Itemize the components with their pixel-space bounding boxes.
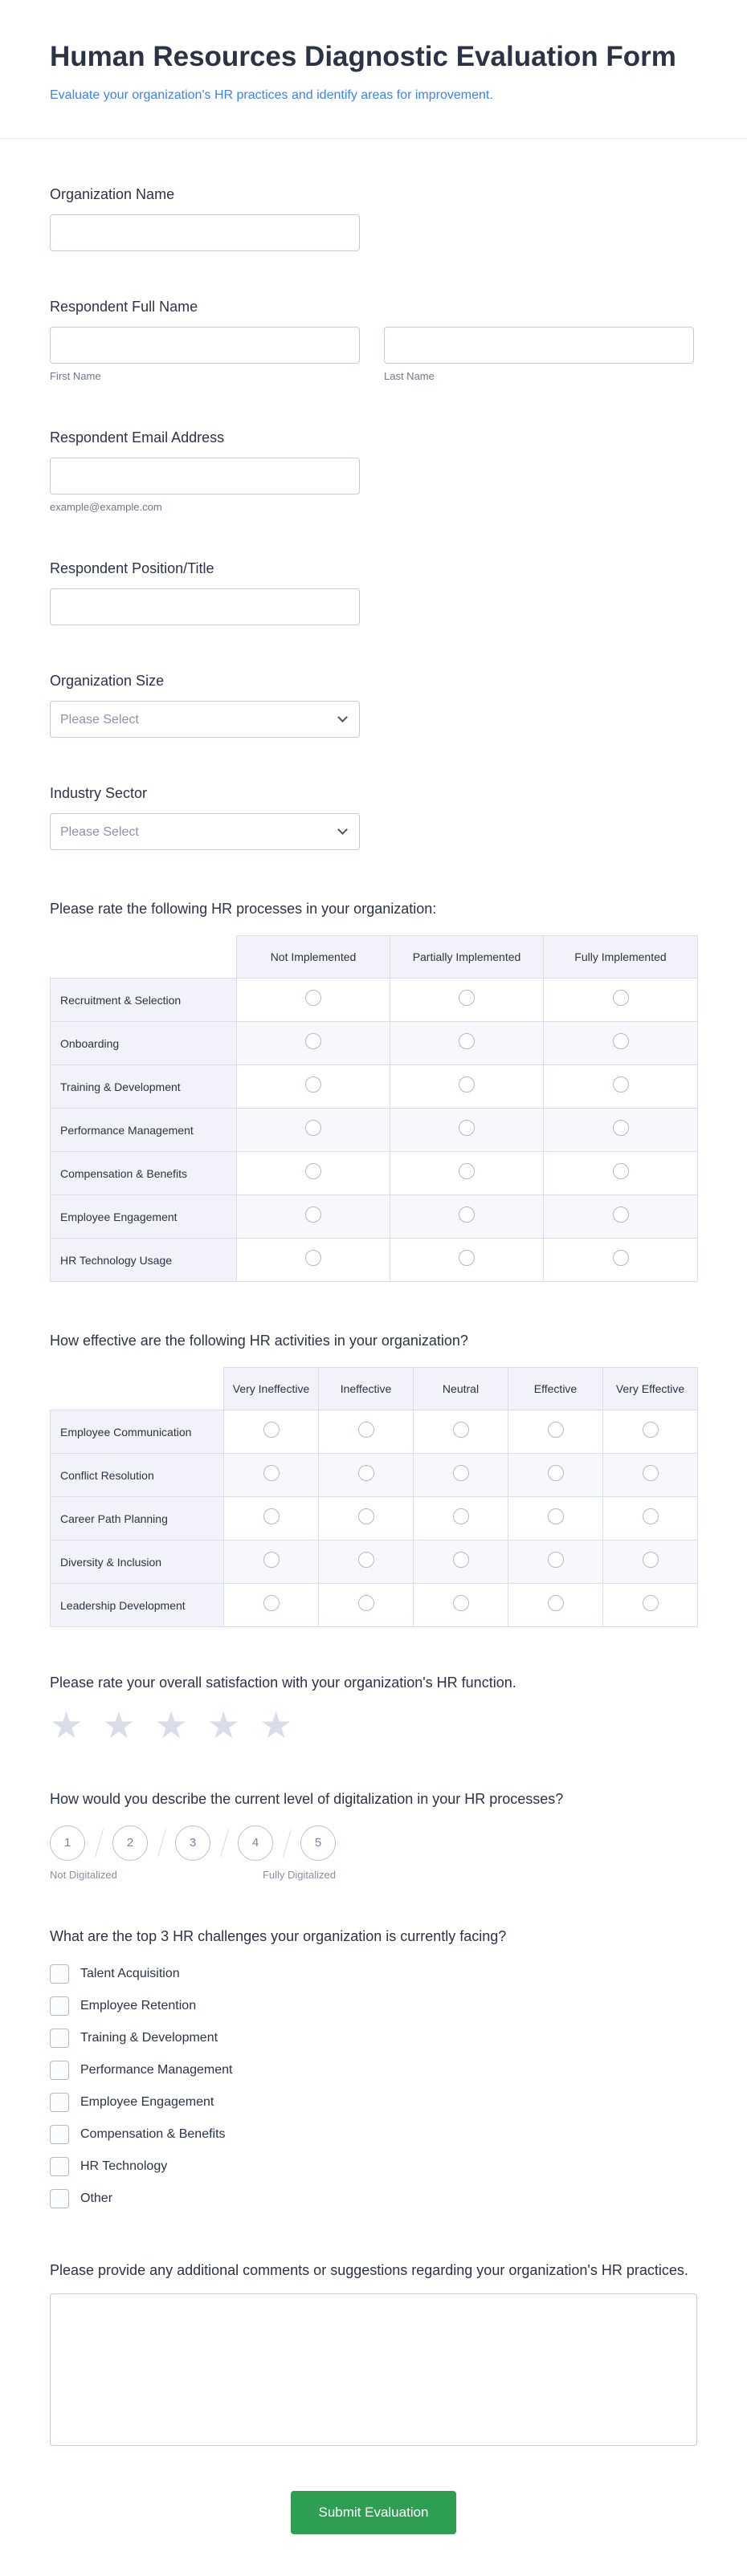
position-input[interactable] bbox=[50, 588, 360, 625]
radio-button[interactable] bbox=[459, 990, 475, 1006]
star-rating bbox=[50, 1703, 697, 1746]
checkbox-label: Other bbox=[80, 2191, 113, 2205]
matrix-row-onboarding bbox=[51, 1022, 698, 1065]
radio-button[interactable] bbox=[643, 1595, 659, 1611]
field-hr-challenges bbox=[50, 1926, 697, 2215]
matrix-cell bbox=[237, 1065, 390, 1109]
matrix-cell bbox=[603, 1410, 698, 1454]
organization-size-label: Organization Size bbox=[50, 673, 165, 690]
matrix-cell bbox=[224, 1497, 319, 1540]
checkbox-option-training-development[interactable] bbox=[50, 2022, 697, 2054]
matrix-row-label: Conflict Resolution bbox=[51, 1454, 224, 1497]
matrix-column-header: Fully Implemented bbox=[544, 936, 698, 979]
scale-right-label: Fully Digitalized bbox=[262, 1868, 336, 1881]
hr-effectiveness-table bbox=[50, 1367, 698, 1627]
radio-button[interactable] bbox=[305, 1033, 321, 1049]
matrix-cell bbox=[390, 979, 544, 1022]
matrix-cell bbox=[319, 1454, 414, 1497]
organization-size-select-wrap bbox=[50, 701, 360, 738]
matrix-cell bbox=[319, 1410, 414, 1454]
matrix-cell bbox=[319, 1584, 414, 1627]
radio-button[interactable] bbox=[643, 1508, 659, 1524]
radio-button[interactable] bbox=[358, 1552, 374, 1568]
email-input[interactable] bbox=[50, 458, 360, 494]
matrix-cell bbox=[603, 1497, 698, 1540]
email-sublabel: example@example.com bbox=[50, 500, 162, 513]
radio-button[interactable] bbox=[305, 1207, 321, 1223]
matrix-column-header: Not Implemented bbox=[237, 936, 390, 979]
matrix-cell bbox=[390, 1152, 544, 1195]
field-industry-sector bbox=[50, 783, 697, 850]
checkbox-icon bbox=[50, 2029, 69, 2048]
matrix-column-header: Very Effective bbox=[603, 1368, 698, 1410]
matrix-cell bbox=[237, 1239, 390, 1282]
star-icon[interactable]: ★ bbox=[206, 1703, 240, 1746]
scale-option-number: 3 bbox=[189, 1836, 197, 1850]
matrix-cell bbox=[237, 979, 390, 1022]
radio-button[interactable] bbox=[263, 1552, 280, 1568]
radio-button[interactable] bbox=[453, 1465, 469, 1481]
scale-option-4[interactable] bbox=[238, 1825, 273, 1861]
matrix-row-label: Onboarding bbox=[51, 1022, 237, 1065]
checkbox-label: Employee Retention bbox=[80, 1998, 197, 2012]
field-position bbox=[50, 558, 697, 625]
radio-button[interactable] bbox=[263, 1595, 280, 1611]
full-name-row bbox=[50, 327, 697, 382]
matrix-hr-effectiveness bbox=[50, 1330, 697, 1627]
radio-button[interactable] bbox=[459, 1250, 475, 1266]
scale-option-number: 1 bbox=[63, 1836, 71, 1850]
organization-size-select[interactable] bbox=[50, 701, 360, 738]
radio-button[interactable] bbox=[453, 1508, 469, 1524]
header-divider bbox=[0, 138, 747, 139]
matrix-row-training bbox=[51, 1065, 698, 1109]
first-name-col bbox=[50, 327, 360, 382]
matrix-cell bbox=[319, 1540, 414, 1584]
radio-button[interactable] bbox=[459, 1033, 475, 1049]
radio-button[interactable] bbox=[263, 1508, 280, 1524]
checkbox-icon bbox=[50, 1996, 69, 2016]
checkbox-icon bbox=[50, 2125, 69, 2144]
radio-button[interactable] bbox=[453, 1552, 469, 1568]
matrix-column-header: Effective bbox=[508, 1368, 603, 1410]
radio-button[interactable] bbox=[643, 1465, 659, 1481]
last-name-sublabel: Last Name bbox=[384, 369, 435, 382]
matrix-cell bbox=[414, 1454, 508, 1497]
radio-button[interactable] bbox=[548, 1422, 564, 1438]
challenges-checklist bbox=[50, 1958, 697, 2215]
radio-button[interactable] bbox=[548, 1465, 564, 1481]
matrix-cell bbox=[224, 1454, 319, 1497]
radio-button[interactable] bbox=[358, 1465, 374, 1481]
checkbox-option-other[interactable] bbox=[50, 2183, 697, 2215]
radio-button[interactable] bbox=[548, 1552, 564, 1568]
radio-button[interactable] bbox=[613, 1163, 629, 1179]
radio-button[interactable] bbox=[548, 1508, 564, 1524]
star-icon[interactable]: ★ bbox=[50, 1703, 84, 1746]
matrix-row-label: Career Path Planning bbox=[51, 1497, 224, 1540]
checkbox-label: Talent Acquisition bbox=[80, 1966, 180, 1980]
radio-button[interactable] bbox=[613, 1033, 629, 1049]
matrix-row-label: HR Technology Usage bbox=[51, 1239, 237, 1282]
checkbox-label: Employee Engagement bbox=[80, 2094, 214, 2109]
radio-button[interactable] bbox=[613, 1250, 629, 1266]
matrix-cell bbox=[544, 979, 698, 1022]
matrix-row-label: Performance Management bbox=[51, 1109, 237, 1152]
radio-button[interactable] bbox=[459, 1163, 475, 1179]
radio-button[interactable] bbox=[305, 1076, 321, 1093]
last-name-col bbox=[384, 327, 694, 382]
scale-option-number: 5 bbox=[314, 1836, 322, 1850]
matrix-row-label: Diversity & Inclusion bbox=[51, 1540, 224, 1584]
matrix-row-recruitment bbox=[51, 979, 698, 1022]
radio-button[interactable] bbox=[358, 1422, 374, 1438]
scale-divider bbox=[148, 1827, 175, 1859]
matrix-hr-processes-question: Please rate the following HR processes in your organization: bbox=[50, 901, 437, 918]
checkbox-icon bbox=[50, 2189, 69, 2208]
industry-sector-label: Industry Sector bbox=[50, 785, 148, 802]
matrix-row-label: Recruitment & Selection bbox=[51, 979, 237, 1022]
matrix-hr-processes bbox=[50, 898, 697, 1282]
industry-sector-select-wrap bbox=[50, 813, 360, 850]
first-name-sublabel: First Name bbox=[50, 369, 101, 382]
matrix-cell bbox=[224, 1540, 319, 1584]
submit-row bbox=[50, 2491, 697, 2534]
comments-question: Please provide any additional comments or suggestions regarding your organization's HR practices. bbox=[50, 2261, 688, 2278]
checkbox-icon bbox=[50, 2093, 69, 2112]
scale-option-number: 4 bbox=[251, 1836, 259, 1850]
radio-button[interactable] bbox=[613, 990, 629, 1006]
scale-option-2[interactable] bbox=[112, 1825, 148, 1861]
matrix-cell bbox=[508, 1497, 603, 1540]
field-organization-name bbox=[50, 184, 697, 251]
matrix-corner-cell bbox=[51, 936, 237, 979]
radio-button[interactable] bbox=[305, 1250, 321, 1266]
form-header bbox=[0, 0, 747, 103]
matrix-cell bbox=[544, 1065, 698, 1109]
radio-button[interactable] bbox=[613, 1076, 629, 1093]
matrix-row-engagement bbox=[51, 1195, 698, 1239]
matrix-header-row bbox=[51, 936, 698, 979]
radio-button[interactable] bbox=[453, 1595, 469, 1611]
field-organization-size bbox=[50, 670, 697, 738]
matrix-cell bbox=[390, 1065, 544, 1109]
matrix-row-leadership bbox=[51, 1584, 698, 1627]
scale-labels bbox=[50, 1869, 336, 1881]
form-body bbox=[0, 184, 747, 2534]
matrix-cell bbox=[237, 1195, 390, 1239]
challenges-question: What are the top 3 HR challenges your organization is currently facing? bbox=[50, 1927, 507, 1944]
checkbox-option-hr-technology[interactable] bbox=[50, 2151, 697, 2183]
scale-option-3[interactable] bbox=[175, 1825, 210, 1861]
star-icon[interactable]: ★ bbox=[102, 1703, 136, 1746]
matrix-row-hr-technology bbox=[51, 1239, 698, 1282]
checkbox-icon bbox=[50, 1964, 69, 1984]
radio-button[interactable] bbox=[613, 1207, 629, 1223]
matrix-cell bbox=[390, 1109, 544, 1152]
checkbox-label: Performance Management bbox=[80, 2062, 233, 2077]
radio-button[interactable] bbox=[459, 1120, 475, 1136]
checkbox-option-compensation-benefits[interactable] bbox=[50, 2118, 697, 2151]
matrix-hr-effectiveness-question: How effective are the following HR activities in your organization? bbox=[50, 1333, 468, 1349]
organization-name-label: Organization Name bbox=[50, 185, 175, 202]
full-name-label: Respondent Full Name bbox=[50, 298, 198, 315]
matrix-cell bbox=[224, 1410, 319, 1454]
email-label: Respondent Email Address bbox=[50, 429, 225, 446]
satisfaction-question: Please rate your overall satisfaction with your organization's HR function. bbox=[50, 1675, 516, 1691]
form-subtitle: Evaluate your organization's HR practices and identify areas for improvement. bbox=[50, 87, 493, 102]
organization-name-input[interactable] bbox=[50, 214, 360, 251]
matrix-row-label: Employee Engagement bbox=[51, 1195, 237, 1239]
submit-button[interactable]: Submit Evaluation bbox=[291, 2491, 455, 2534]
hr-processes-table bbox=[50, 935, 698, 1282]
scale-divider bbox=[210, 1827, 238, 1859]
matrix-cell bbox=[544, 1152, 698, 1195]
radio-button[interactable] bbox=[548, 1595, 564, 1611]
matrix-cell bbox=[390, 1239, 544, 1282]
matrix-cell bbox=[390, 1195, 544, 1239]
star-icon[interactable]: ★ bbox=[259, 1703, 293, 1746]
field-email bbox=[50, 427, 697, 513]
matrix-cell bbox=[237, 1022, 390, 1065]
matrix-column-header: Partially Implemented bbox=[390, 936, 544, 979]
radio-button[interactable] bbox=[613, 1120, 629, 1136]
matrix-cell bbox=[508, 1540, 603, 1584]
radio-button[interactable] bbox=[305, 1163, 321, 1179]
radio-button[interactable] bbox=[358, 1508, 374, 1524]
matrix-cell bbox=[414, 1497, 508, 1540]
matrix-cell bbox=[414, 1584, 508, 1627]
matrix-cell bbox=[390, 1022, 544, 1065]
checkbox-label: Compensation & Benefits bbox=[80, 2126, 226, 2141]
radio-button[interactable] bbox=[643, 1422, 659, 1438]
first-name-input[interactable] bbox=[50, 327, 360, 364]
radio-button[interactable] bbox=[358, 1595, 374, 1611]
checkbox-label: HR Technology bbox=[80, 2159, 168, 2173]
field-comments bbox=[50, 2260, 697, 2446]
scale-rating bbox=[50, 1825, 697, 1861]
field-satisfaction-rating bbox=[50, 1672, 697, 1746]
matrix-cell bbox=[237, 1152, 390, 1195]
radio-button[interactable] bbox=[453, 1422, 469, 1438]
radio-button[interactable] bbox=[305, 1120, 321, 1136]
radio-button[interactable] bbox=[305, 990, 321, 1006]
matrix-cell bbox=[508, 1454, 603, 1497]
scale-left-label: Not Digitalized bbox=[50, 1868, 117, 1881]
position-label: Respondent Position/Title bbox=[50, 560, 214, 576]
matrix-column-header: Ineffective bbox=[319, 1368, 414, 1410]
matrix-corner-cell bbox=[51, 1368, 224, 1410]
matrix-row-label: Compensation & Benefits bbox=[51, 1152, 237, 1195]
radio-button[interactable] bbox=[643, 1552, 659, 1568]
matrix-row-compensation bbox=[51, 1152, 698, 1195]
matrix-cell bbox=[544, 1109, 698, 1152]
matrix-row-conflict bbox=[51, 1454, 698, 1497]
checkbox-option-employee-retention[interactable] bbox=[50, 1990, 697, 2022]
page-title: Human Resources Diagnostic Evaluation Form bbox=[50, 41, 676, 72]
matrix-cell bbox=[237, 1109, 390, 1152]
checkbox-option-performance-management[interactable] bbox=[50, 2054, 697, 2086]
radio-button[interactable] bbox=[263, 1422, 280, 1438]
matrix-cell bbox=[603, 1454, 698, 1497]
checkbox-option-talent-acquisition[interactable] bbox=[50, 1958, 697, 1990]
matrix-row-performance bbox=[51, 1109, 698, 1152]
matrix-cell bbox=[603, 1584, 698, 1627]
matrix-row-label: Leadership Development bbox=[51, 1584, 224, 1627]
matrix-cell bbox=[224, 1584, 319, 1627]
matrix-header-row bbox=[51, 1368, 698, 1410]
checkbox-icon bbox=[50, 2157, 69, 2176]
scale-option-number: 2 bbox=[126, 1836, 134, 1850]
matrix-cell bbox=[544, 1195, 698, 1239]
matrix-column-header: Neutral bbox=[414, 1368, 508, 1410]
scale-option-1[interactable] bbox=[50, 1825, 85, 1861]
matrix-cell bbox=[414, 1410, 508, 1454]
field-digitalization-scale bbox=[50, 1789, 697, 1881]
matrix-cell bbox=[544, 1022, 698, 1065]
radio-button[interactable] bbox=[459, 1207, 475, 1223]
matrix-column-header: Very Ineffective bbox=[224, 1368, 319, 1410]
matrix-row-label: Employee Communication bbox=[51, 1410, 224, 1454]
matrix-row-diversity bbox=[51, 1540, 698, 1584]
matrix-cell bbox=[319, 1497, 414, 1540]
star-icon[interactable]: ★ bbox=[154, 1703, 188, 1746]
matrix-row-career-path bbox=[51, 1497, 698, 1540]
matrix-cell bbox=[508, 1584, 603, 1627]
matrix-row-label: Training & Development bbox=[51, 1065, 237, 1109]
matrix-cell bbox=[603, 1540, 698, 1584]
radio-button[interactable] bbox=[263, 1465, 280, 1481]
checkbox-icon bbox=[50, 2061, 69, 2080]
digitalization-question: How would you describe the current level of digitalization in your HR processes? bbox=[50, 1790, 564, 1807]
matrix-cell bbox=[544, 1239, 698, 1282]
radio-button[interactable] bbox=[459, 1076, 475, 1093]
checkbox-option-employee-engagement[interactable] bbox=[50, 2086, 697, 2118]
field-full-name bbox=[50, 296, 697, 382]
scale-option-5[interactable] bbox=[300, 1825, 336, 1861]
matrix-cell bbox=[414, 1540, 508, 1584]
matrix-row-communication bbox=[51, 1410, 698, 1454]
comments-textarea[interactable] bbox=[50, 2293, 697, 2446]
last-name-input[interactable] bbox=[384, 327, 694, 364]
matrix-cell bbox=[508, 1410, 603, 1454]
checkbox-label: Training & Development bbox=[80, 2030, 218, 2045]
scale-divider bbox=[85, 1827, 112, 1859]
scale-divider bbox=[273, 1827, 300, 1859]
industry-sector-select[interactable] bbox=[50, 813, 360, 850]
